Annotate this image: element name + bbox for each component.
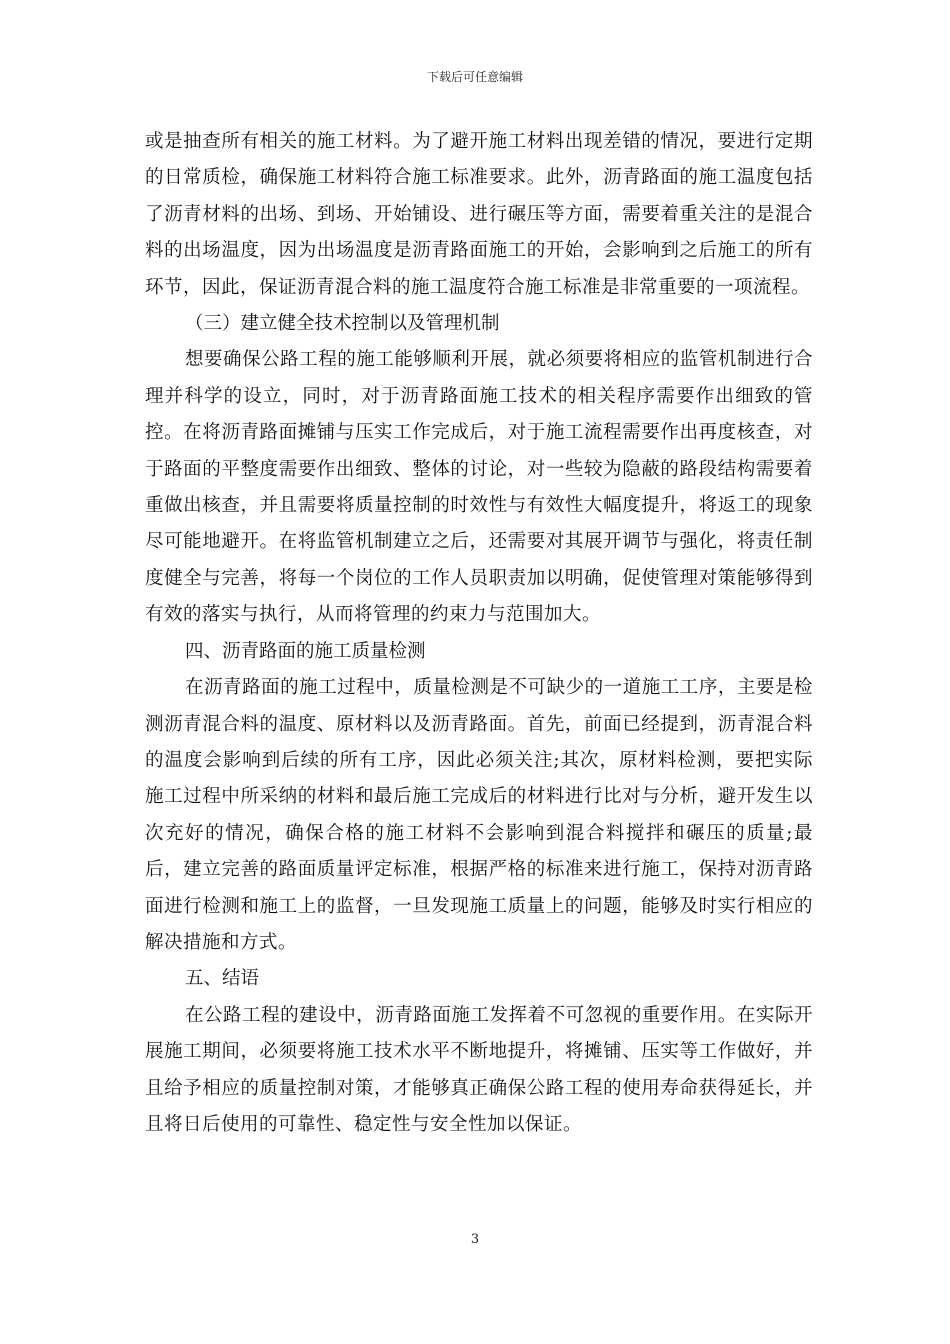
section-heading-4: 四、沥青路面的施工质量检测 <box>185 640 426 662</box>
paragraph-conclusion: 在公路工程的建设中，沥青路面施工发挥着不可忽视的重要作用。在实际开展施工期间，必须要将施工技术水平不断地提升，将摊铺、压实等工作做好，并且给予相应的质量控制对策，才能够真正确保公路工程的使用寿命获得延长，并且将日后使用的可靠性、稳定性与安全性加以保证。 <box>145 1004 813 1135</box>
paragraph-management-mechanism: 想要确保公路工程的施工能够顺利开展，就必须要将相应的监管机制进行合理并科学的设立，同时，对于沥青路面施工技术的相关程序需要作出细致的管控。在将沥青路面摊铺与压实工作完成后，对于施工流程需要作出再度核查，对于路面的平整度需要作出细致、整体的讨论，对一些较为隐蔽的路段结构需要着重做出核查，并且需要将质量控制的时效性与有效性大幅度提升，将返工的现象尽可能地避开。在将监管机制建立之后，还需要对其展开调节与强化，将责任制度健全与完善，将每一个岗位的工作人员职责加以明确，促使管理对策能够得到有效的落实与执行，从而将管理的约束力与范围加大。 <box>145 349 813 626</box>
section-heading-3: （三）建立健全技术控制以及管理机制 <box>185 313 500 335</box>
paragraph-continuation: 或是抽查所有相关的施工材料。为了避开施工材料出现差错的情况，要进行定期的日常质检，确保施工材料符合施工标准要求。此外，沥青路面的施工温度包括了沥青材料的出场、到场、开始铺设、进行碾压等方面，需要着重关注的是混合料的出场温度，因为出场温度是沥青路面施工的开始，会影响到之后施工的所有环节，因此，保证沥青混合料的施工温度符合施工标准是非常重要的一项流程。 <box>145 131 813 298</box>
section-heading-5: 五、结语 <box>185 968 260 990</box>
document-body <box>145 124 813 1143</box>
header-note: 下载后可任意编辑 <box>426 70 523 84</box>
page-number: 3 <box>470 1232 480 1247</box>
paragraph-quality-inspection: 在沥青路面的施工过程中，质量检测是不可缺少的一道施工工序，主要是检测沥青混合料的温度、原材料以及沥青路面。首先，前面已经提到，沥青混合料的温度会影响到后续的所有工序，因此必须关注;其次，原材料检测，要把实际施工过程中所采纳的材料和最后施工完成后的材料进行比对与分析，避开发生以次充好的情况，确保合格的施工材料不会影响到混合料搅拌和碾压的质量;最后，建立完善的路面质量评定标准，根据严格的标准来进行施工，保持对沥青路面进行检测和施工上的监督，一旦发现施工质量上的问题，能够及时实行相应的解决措施和方式。 <box>145 677 813 953</box>
